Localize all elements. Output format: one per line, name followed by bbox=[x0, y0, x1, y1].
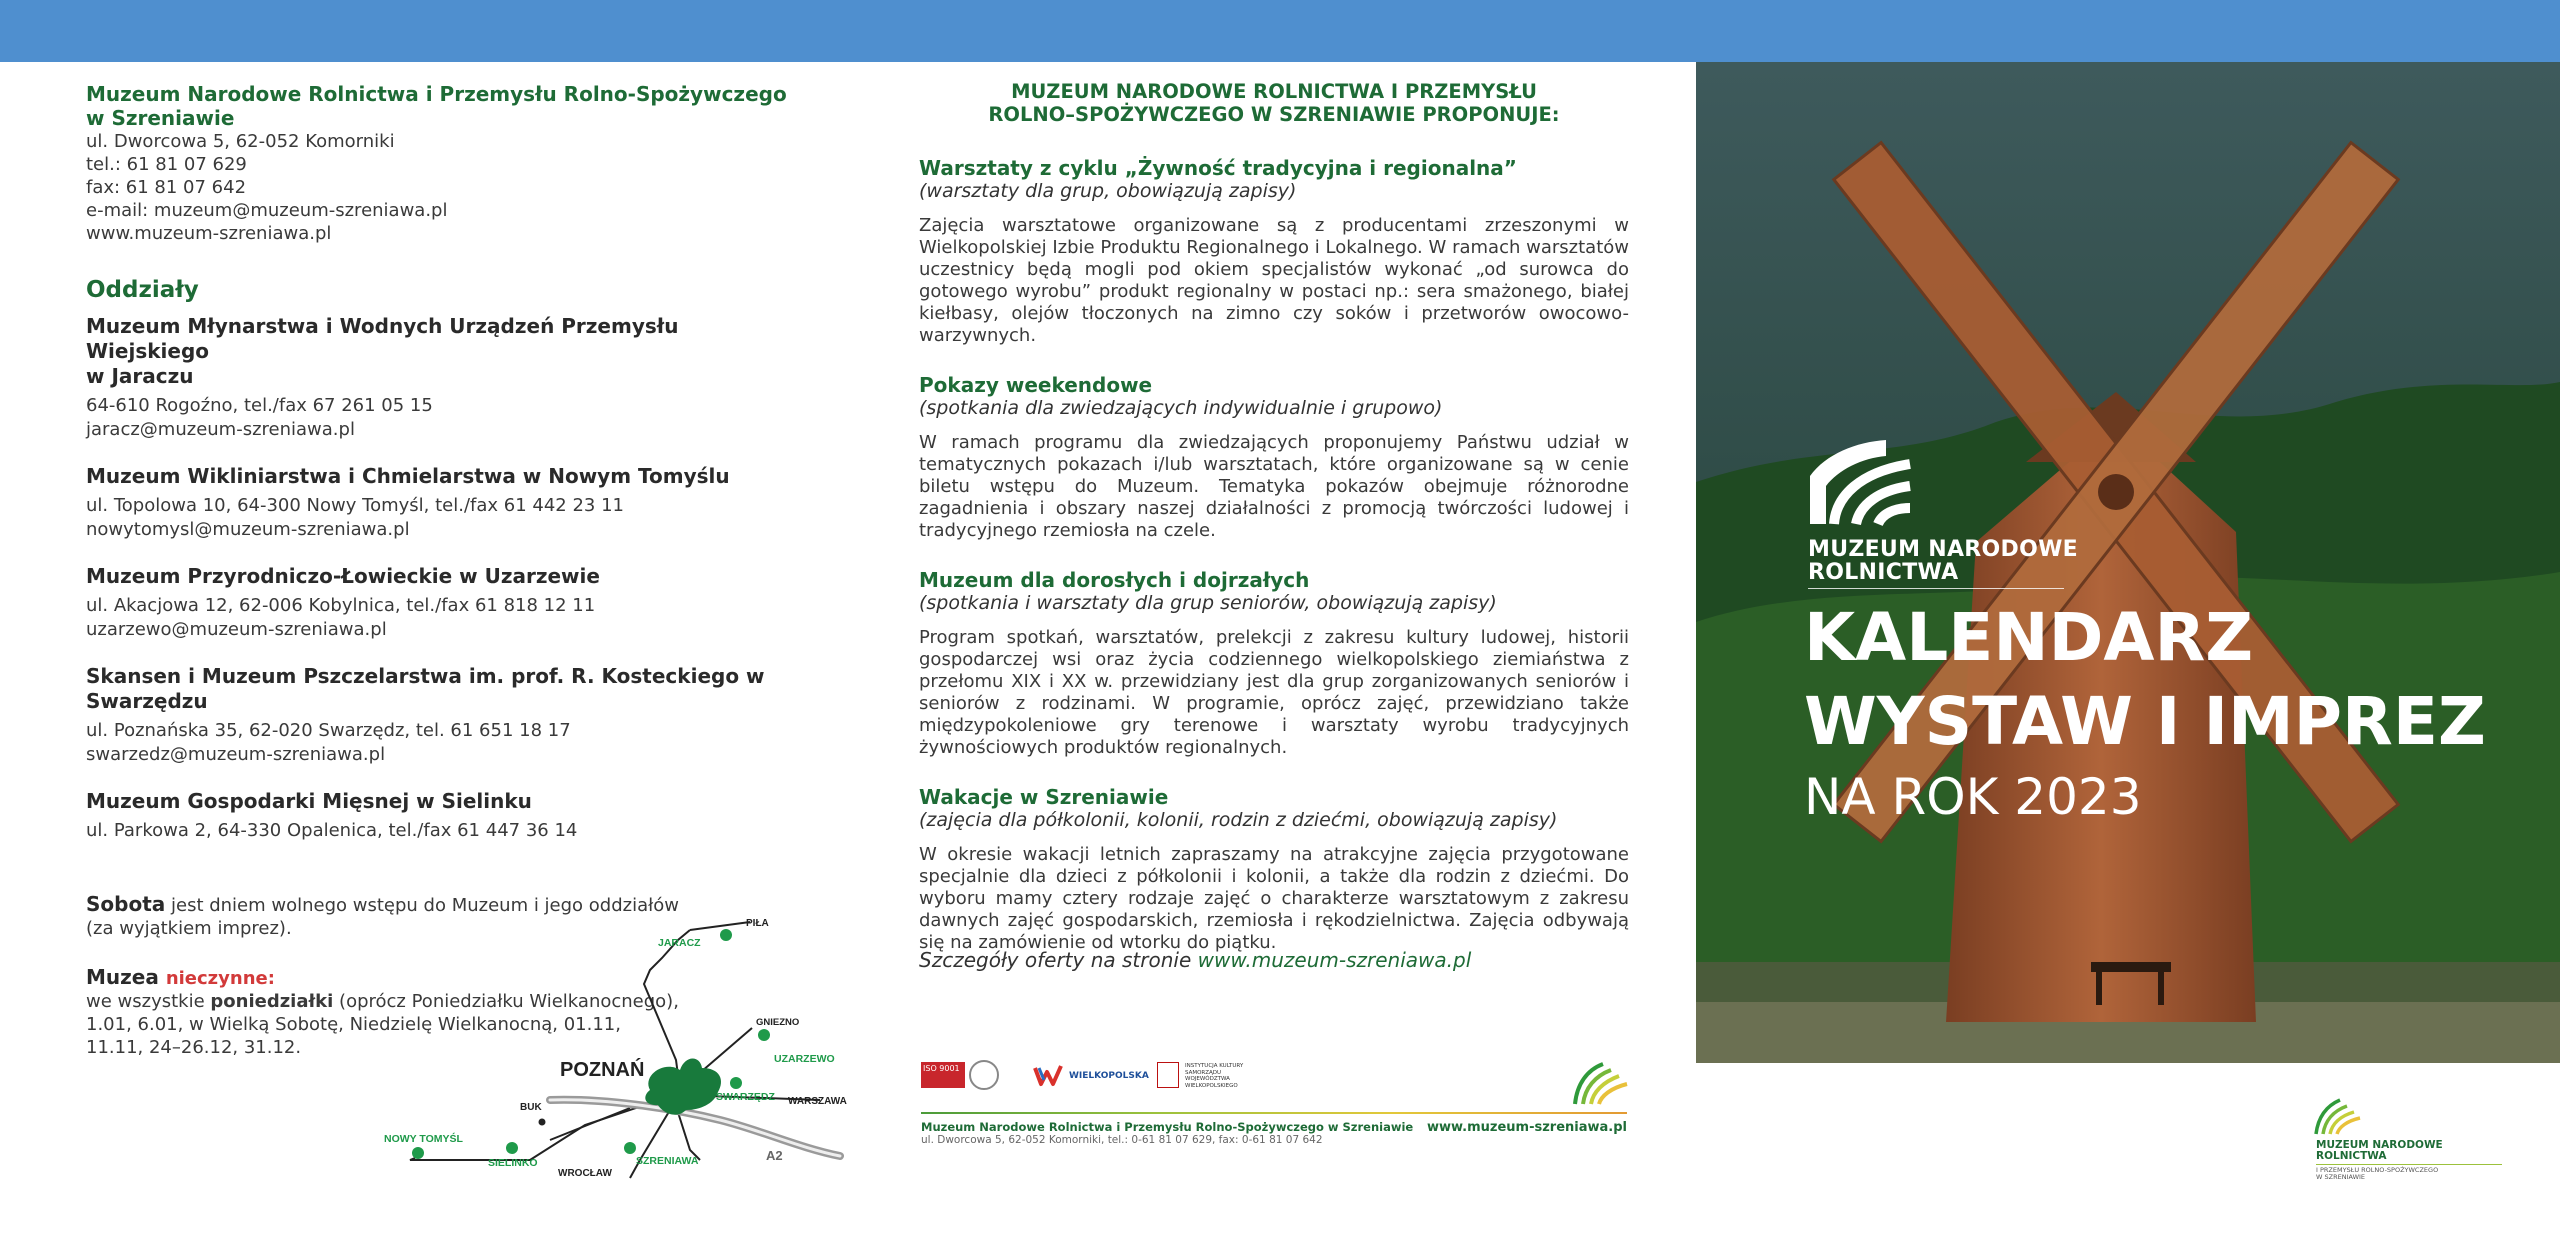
saturday-bold: Sobota bbox=[86, 892, 166, 916]
back-logo-sub1: I PRZEMYSŁU ROLNO-SPOŻYWCZEGO bbox=[2316, 1166, 2439, 1174]
offer-section-body: W okresie wakacji letnich zapraszamy na atrakcyjne zajęcia przygotowane specjalnie dla dzieci z półkolonii i kolonii, a także dla rodzin z dziećmi. Do wyboru mamy cztery rodzaje zajęć o charakterze warsztatowym z zakresu dawnych zajęć gospodarskich, rzemiosła i rękodzielnictwa. Zajęcia odbywają się na zamówienie od wtorku do piątku. bbox=[919, 844, 1629, 953]
museum-logo-icon bbox=[1573, 1058, 1629, 1106]
map-label-gniezno: GNIEZNO bbox=[756, 1017, 800, 1028]
offer-section bbox=[919, 156, 1629, 347]
branch-item bbox=[86, 464, 806, 542]
museum-email[interactable]: e-mail: muzeum@muzeum-szreniawa.pl bbox=[86, 200, 448, 221]
back-cover-logo-name bbox=[2316, 1140, 2443, 1162]
closed-label-red: nieczynne: bbox=[165, 968, 275, 989]
branch-address: ul. Parkowa 2, 64-330 Opalenica, tel./fax 61 447 36 14 bbox=[86, 820, 578, 841]
offer-section-title: Pokazy weekendowe bbox=[919, 373, 1153, 397]
offer-section-title: Wakacje w Szreniawie bbox=[919, 785, 1169, 809]
museum-phone: tel.: 61 81 07 629 bbox=[86, 154, 247, 175]
offer-heading-line1: MUZEUM NARODOWE ROLNICTWA I PRZEMYSŁU bbox=[1011, 80, 1537, 103]
closed-post: (oprócz Poniedziałku Wielkanocnego), bbox=[333, 991, 679, 1012]
museum-fax: fax: 61 81 07 642 bbox=[86, 177, 247, 198]
offer-section-body: W ramach programu dla zwiedzających proponujemy Państwu udział w tematycznych pokazach i/lub warsztatach, które organizowane są w cenie biletu wstępu do Muzeum. Tematyka pokazów obejmuje różnorodne zagadnienia i obszary naszej działalności z promocją twórczości ludowej i tradycyjnego rzemiosła na czele. bbox=[919, 432, 1629, 541]
cover-title-line2: WYSTAW I IMPREZ bbox=[1804, 683, 2486, 760]
museum-name-line1: Muzeum Narodowe Rolnictwa i Przemysłu Rolno-Spożywczego bbox=[86, 82, 787, 106]
closed-line2: 1.01, 6.01, w Wielką Sobotę, Niedzielę Wielkanocną, 01.11, bbox=[86, 1014, 621, 1035]
footer-museum-name: Muzeum Narodowe Rolnictwa i Przemysłu Rolno-Spożywczego w Szreniawie bbox=[921, 1120, 1414, 1134]
map-label-warszawa: WARSZAWA bbox=[788, 1096, 847, 1107]
offer-section-subtitle: (spotkania dla zwiedzających indywidualnie i grupowo) bbox=[919, 397, 1443, 419]
cover-logo-name bbox=[1808, 538, 2078, 584]
offer-details bbox=[919, 948, 1471, 972]
voivodeship-text: INSTYTUCJA KULTURY SAMORZĄDU WOJEWÓDZTWA WIELKOPOLSKIEGO bbox=[1185, 1063, 1244, 1089]
voivodeship-crest-icon bbox=[1157, 1062, 1179, 1088]
branch-item bbox=[86, 314, 806, 442]
offer-details-link[interactable]: www.muzeum-szreniawa.pl bbox=[1197, 948, 1472, 972]
closed-pre: we wszystkie bbox=[86, 991, 211, 1012]
branch-item bbox=[86, 789, 806, 843]
map-label-nowy-tomysl: NOWY TOMYŚL bbox=[384, 1133, 463, 1145]
offer-heading-line2: ROLNO–SPOŻYWCZEGO W SZRENIAWIE PROPONUJE: bbox=[988, 103, 1560, 126]
cover-title-line3: NA ROK 2023 bbox=[1804, 768, 2142, 826]
branch-name: Muzeum Przyrodniczo-Łowieckie w Uzarzewie bbox=[86, 564, 600, 588]
branch-name bbox=[86, 314, 806, 389]
wielkopolska-label: WIELKOPOLSKA bbox=[1069, 1071, 1149, 1081]
branch-name: Muzeum Gospodarki Mięsnej w Sielinku bbox=[86, 789, 532, 813]
closed-bold: poniedziałki bbox=[210, 991, 334, 1012]
museum-name-line2: w Szreniawie bbox=[86, 106, 235, 130]
branch-name-line2: w Jaraczu bbox=[86, 364, 194, 388]
map-label-szreniawa: SZRENIAWA bbox=[636, 1155, 699, 1167]
museum-logo-white-icon bbox=[1806, 436, 1914, 526]
branch-item bbox=[86, 664, 806, 767]
offer-section bbox=[919, 373, 1629, 542]
museum-website[interactable]: www.muzeum-szreniawa.pl bbox=[86, 223, 332, 244]
wielkopolska-logo-icon bbox=[1033, 1064, 1065, 1088]
back-logo-sub2: W SZRENIAWIE bbox=[2316, 1173, 2366, 1181]
saturday-text2: (za wyjątkiem imprez). bbox=[86, 918, 292, 939]
branch-email[interactable]: uzarzewo@muzeum-szreniawa.pl bbox=[86, 619, 387, 640]
branch-address: ul. Poznańska 35, 62-020 Swarzędz, tel. 61 651 18 17 bbox=[86, 720, 571, 741]
cover-logo-line2: ROLNICTWA bbox=[1808, 560, 1959, 585]
branch-item bbox=[86, 564, 806, 642]
footer-website[interactable]: www.muzeum-szreniawa.pl bbox=[1426, 1120, 1627, 1135]
branch-email[interactable]: nowytomysl@muzeum-szreniawa.pl bbox=[86, 519, 410, 540]
offer-column bbox=[919, 80, 1629, 980]
offer-heading bbox=[919, 80, 1629, 126]
map-label-sielinko: SIELINKO bbox=[488, 1157, 538, 1169]
footer-gradient-rule bbox=[921, 1112, 1627, 1114]
branch-address: 64-610 Rogoźno, tel./fax 67 261 05 15 bbox=[86, 395, 433, 416]
offer-section bbox=[919, 568, 1629, 759]
cover-logo-line1: MUZEUM NARODOWE bbox=[1808, 537, 2078, 562]
closed-label: Muzea bbox=[86, 965, 166, 989]
footer-address: ul. Dworcowa 5, 62-052 Komorniki, tel.: 0-61 81 07 629, fax: 0-61 81 07 642 bbox=[921, 1134, 1323, 1146]
branch-address: ul. Topolowa 10, 64-300 Nowy Tomyśl, tel./fax 61 442 23 11 bbox=[86, 495, 624, 516]
branch-name: Muzeum Wikliniarstwa i Chmielarstwa w Nowym Tomyślu bbox=[86, 464, 730, 488]
branches-title: Oddziały bbox=[86, 277, 199, 303]
offer-section-title: Warsztaty z cyklu „Żywność tradycyjna i regionalna” bbox=[919, 156, 1517, 180]
offer-details-text: Szczegóły oferty na stronie bbox=[919, 948, 1198, 972]
offer-section-body: Zajęcia warsztatowe organizowane są z producentami zrzeszonymi w Wielkopolskiej Izbie Produktu Regionalnego i Lokalnego. W ramach warsztatów uczestnicy będą mogli pod okiem specjalistów wykonać „od surowca do gotowego wyrobu” produkt regionalny w postaci np.: sera smażonego, białej kiełbasy, olejów tłoczonych na zimno czy soków i przetworów owocowo-warzywnych. bbox=[919, 215, 1629, 346]
map-label-pila: PIŁA bbox=[746, 918, 769, 929]
saturday-text: jest dniem wolnego wstępu do Muzeum i jego oddziałów bbox=[165, 895, 679, 916]
back-logo-line1: MUZEUM NARODOWE bbox=[2316, 1139, 2443, 1151]
map-label-buk: BUK bbox=[520, 1102, 542, 1113]
offer-section-body: Program spotkań, warsztatów, prelekcji z zakresu kultury ludowej, historii gospodarczej wsi oraz życia codziennego wielkopolskiego ziemiaństwa z przełomu XIX i XX w. przewidziany jest dla grup zorganizowanych seniorów i seniorów z rodzinami. W programie, oprócz zajęć, przewidziano także międzypokoleniowe gry terenowe i warsztaty wyrobu tradycyjnych żywnościowych produktów regionalnych. bbox=[919, 627, 1629, 758]
map-label-uzarzewo: UZARZEWO bbox=[774, 1053, 835, 1065]
offer-section-subtitle: (spotkania i warsztaty dla grup seniorów, obowiązują zapisy) bbox=[919, 592, 1497, 614]
branch-email[interactable]: jaracz@muzeum-szreniawa.pl bbox=[86, 419, 355, 440]
branch-email[interactable]: swarzedz@muzeum-szreniawa.pl bbox=[86, 744, 386, 765]
branch-address: ul. Akacjowa 12, 62-006 Kobylnica, tel./fax 61 818 12 11 bbox=[86, 595, 596, 616]
map-label-a2: A2 bbox=[766, 1148, 783, 1163]
footer-logos bbox=[921, 1058, 1631, 1148]
offer-section-title: Muzeum dla dorosłych i dojrzałych bbox=[919, 568, 1310, 592]
top-blue-band bbox=[0, 0, 2560, 62]
map-label-poznan: POZNAŃ bbox=[560, 1059, 645, 1081]
location-map bbox=[380, 910, 860, 1190]
offer-section-subtitle: (warsztaty dla grup, obowiązują zapisy) bbox=[919, 180, 1297, 202]
offer-section-subtitle: (zajęcia dla półkolonii, kolonii, rodzin z dziećmi, obowiązują zapisy) bbox=[919, 809, 1558, 831]
museum-name bbox=[86, 82, 806, 130]
museum-address: ul. Dworcowa 5, 62-052 Komorniki bbox=[86, 131, 395, 152]
cover-title-line1: KALENDARZ bbox=[1804, 599, 2254, 676]
iso-label: ISO 9001 bbox=[923, 1064, 960, 1073]
back-cover-logo-rule bbox=[2316, 1164, 2502, 1165]
cover-logo-rule bbox=[1808, 588, 2064, 589]
branch-name: Skansen i Muzeum Pszczelarstwa im. prof. R. Kosteckiego w Swarzędzu bbox=[86, 664, 765, 713]
iso-certificate-badge bbox=[921, 1062, 965, 1088]
map-label-jaracz: JARACZ bbox=[658, 937, 701, 949]
back-logo-line2: ROLNICTWA bbox=[2316, 1150, 2387, 1162]
certification-seal-icon bbox=[969, 1060, 999, 1090]
map-label-wroclaw: WROCŁAW bbox=[558, 1168, 612, 1179]
branch-name-line1: Muzeum Młynarstwa i Wodnych Urządzeń Przemysłu Wiejskiego bbox=[86, 314, 679, 363]
closed-line3: 11.11, 24–26.12, 31.12. bbox=[86, 1037, 302, 1058]
back-cover-logo-sub bbox=[2316, 1167, 2438, 1181]
map-label-swarzedz: SWARZĘDZ bbox=[716, 1091, 775, 1103]
back-cover-logo-icon bbox=[2314, 1096, 2362, 1136]
offer-section bbox=[919, 785, 1629, 954]
